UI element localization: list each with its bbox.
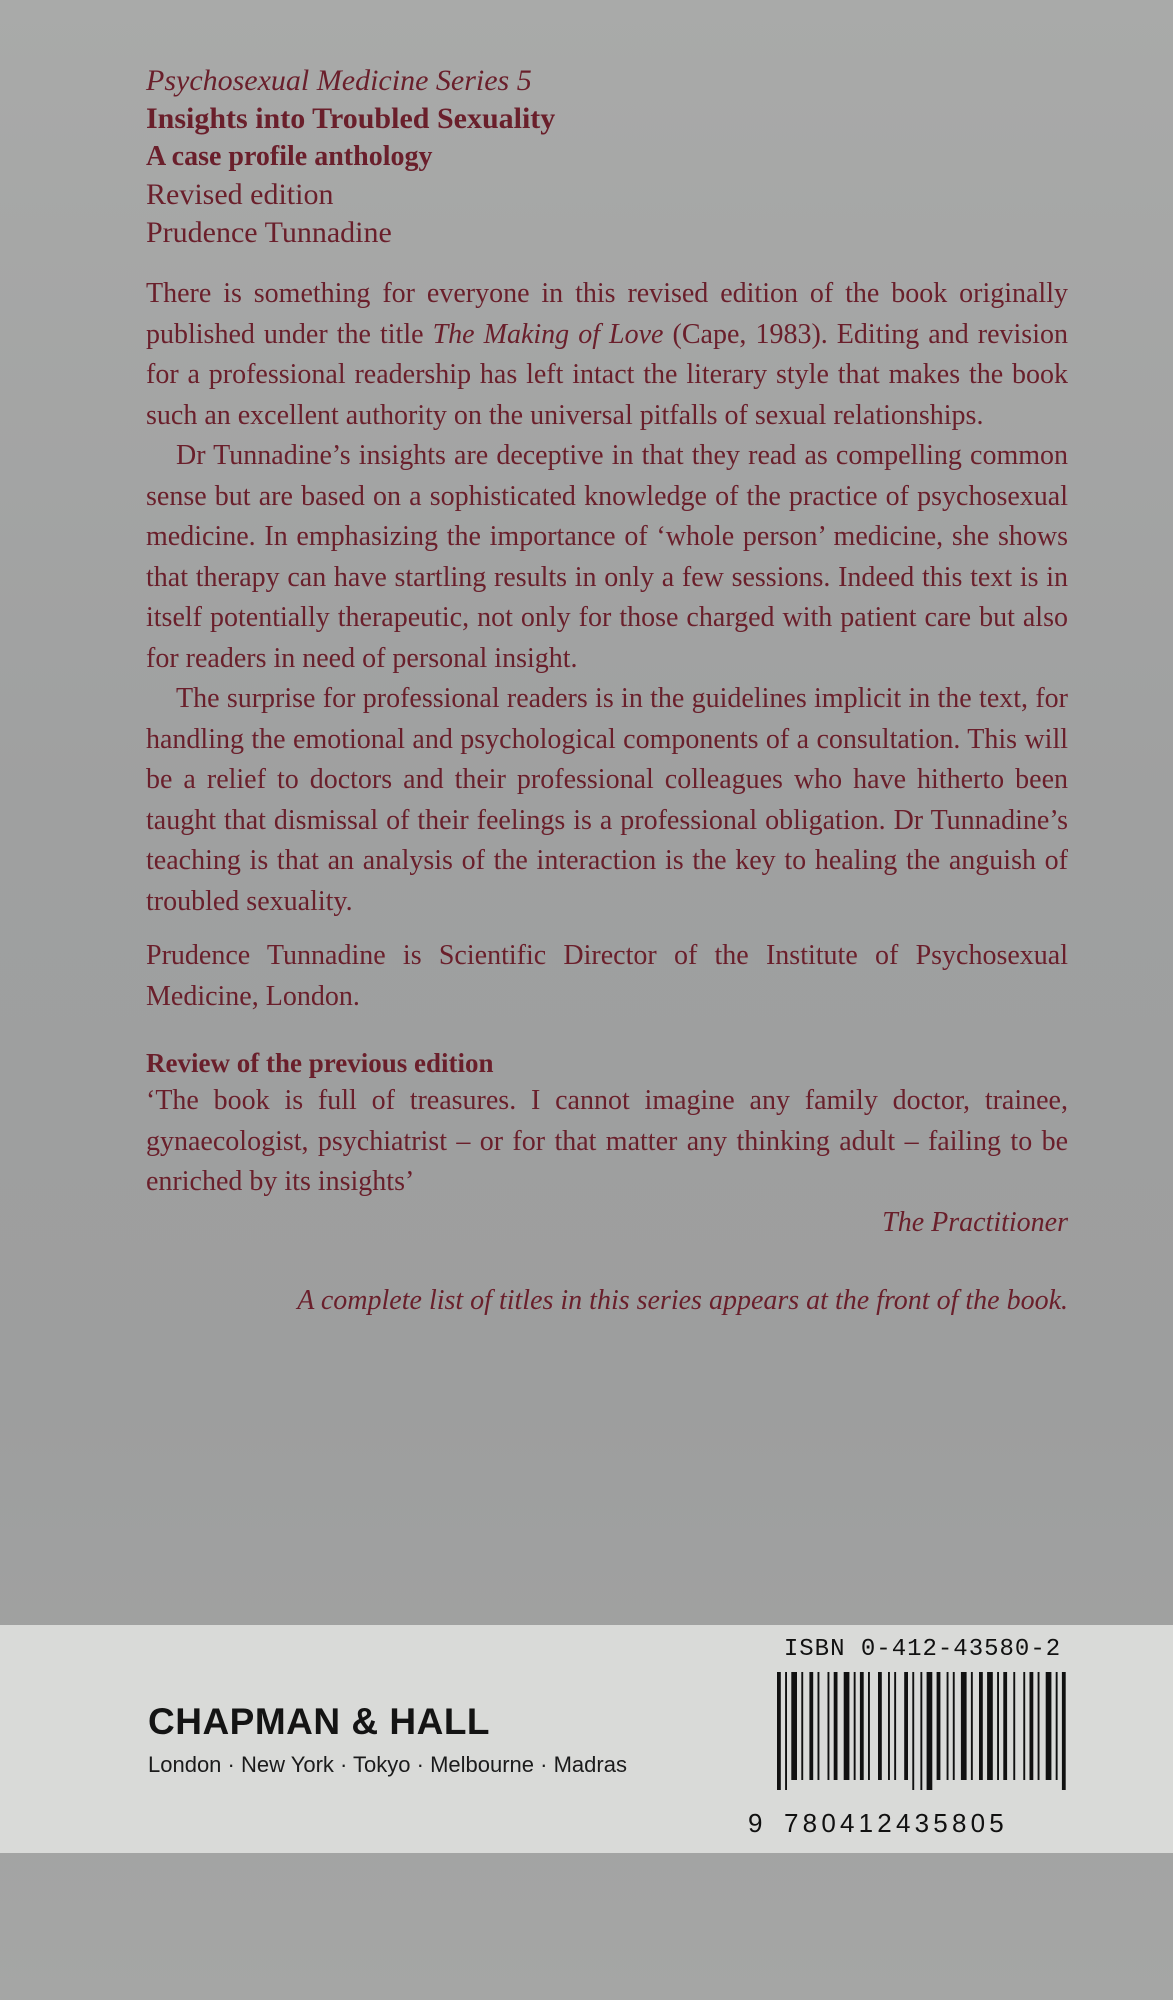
barcode-bar — [1013, 1672, 1015, 1780]
barcode-bar — [947, 1672, 949, 1780]
review-source: The Practitioner — [882, 1206, 1068, 1238]
isbn-label: ISBN 0-412-43580-2 — [783, 1636, 1062, 1663]
barcode-bar — [809, 1672, 813, 1780]
blurb-paragraph-2: Dr Tunnadine’s insights are deceptive in that they read as compelling common sense but are based on a sophisticated knowledge of the practice of psychosexual medicine. In emphasizing the importance of ‘whole person’ medicine, she shows that therapy can have startling results in only a few sessions. Indeed this text is in itself potentially therapeutic, not only for those charged with patient care but also for readers in need of personal insight. — [146, 440, 1068, 674]
barcode-bar — [868, 1672, 870, 1780]
series-line: Psychosexual Medicine Series 5 — [146, 64, 532, 97]
barcode-bar — [828, 1672, 830, 1780]
barcode-bar — [878, 1672, 882, 1780]
barcode-bar — [1056, 1672, 1058, 1780]
barcode-bar — [894, 1672, 896, 1780]
blurb-paragraph-3: The surprise for professional readers is in the guidelines implicit in the text, for handling the emotional and psychological components of a consultation. This will be a relief to doctors and their professional colleagues who have hitherto been taught that dismissal of their feelings is a professional obligation. Dr Tunnadine’s teaching is that an analysis of the interaction is the key to healing the anguish of troubled sexuality. — [146, 683, 1068, 917]
barcode-bar — [888, 1672, 890, 1780]
barcode-bar — [953, 1672, 955, 1780]
barcode-bar — [844, 1672, 850, 1780]
barcode-bar — [1046, 1672, 1052, 1780]
barcode-bar — [834, 1672, 838, 1780]
edition-line: Revised edition — [146, 178, 334, 211]
publisher-cities: London · New York · Tokyo · Melbourne · Madras — [148, 1752, 627, 1777]
author-name: Prudence Tunnadine — [146, 216, 392, 249]
barcode-bar — [971, 1672, 973, 1780]
publisher-name: CHAPMAN & HALL — [148, 1701, 491, 1742]
barcode-bar — [979, 1672, 983, 1780]
review-quote: ‘The book is full of treasures. I cannot imagine any family doctor, trainee, gynaecologist, psychiatrist – or for that matter any thinking adult – failing to be enriched by its insights’ — [146, 1085, 1068, 1197]
author-bio: Prudence Tunnadine is Scientific Director of the Institute of Psychosexual Medicine, London. — [146, 940, 1068, 1012]
book-subtitle: A case profile anthology — [146, 141, 433, 172]
barcode-bar — [1003, 1672, 1007, 1780]
barcode-bar — [860, 1672, 864, 1780]
barcode-bar — [1030, 1672, 1034, 1780]
barcode-bar — [987, 1672, 993, 1780]
publisher-block — [148, 1700, 627, 1778]
barcode-bar — [854, 1672, 856, 1780]
original-title: The Making of Love — [432, 318, 664, 350]
blurb — [146, 274, 1068, 922]
barcode-bar — [791, 1672, 797, 1780]
barcode-lead-digit: 9 — [748, 1808, 763, 1838]
cover-text-block — [146, 62, 1068, 1321]
barcode-bar — [818, 1672, 820, 1780]
barcode-bar — [961, 1672, 967, 1780]
blurb-p1-end: (Cape, 1983). Editing and revision for a professional readership has left intact the literary style that makes the book such an excellent authority on the universal pitfalls of sexual relationships. — [146, 318, 1068, 431]
barcode-bar — [927, 1672, 933, 1790]
barcode-bar — [777, 1672, 781, 1790]
blurb-p1-start: There is something for everyone in this revised edition of the book originally published under the title — [146, 278, 1068, 350]
barcode-bar — [937, 1672, 941, 1780]
barcode-bar — [920, 1672, 922, 1790]
barcode-bar — [1023, 1672, 1025, 1780]
barcode-bar — [997, 1672, 999, 1780]
review-heading: Review of the previous edition — [146, 1048, 494, 1078]
barcode-bar — [801, 1672, 803, 1780]
barcode — [775, 1672, 1070, 1790]
barcode-bar — [785, 1672, 787, 1790]
barcode-bar — [904, 1672, 908, 1780]
barcode-bar — [1038, 1672, 1040, 1780]
barcode-bar — [912, 1672, 914, 1790]
blurb-paragraph-1 — [146, 274, 1068, 436]
series-note: A complete list of titles in this series appears at the front of the book. — [297, 1284, 1068, 1316]
barcode-bar — [1062, 1672, 1066, 1790]
barcode-digits: 780412435805 — [784, 1808, 1008, 1838]
book-title: Insights into Troubled Sexuality — [146, 102, 556, 135]
